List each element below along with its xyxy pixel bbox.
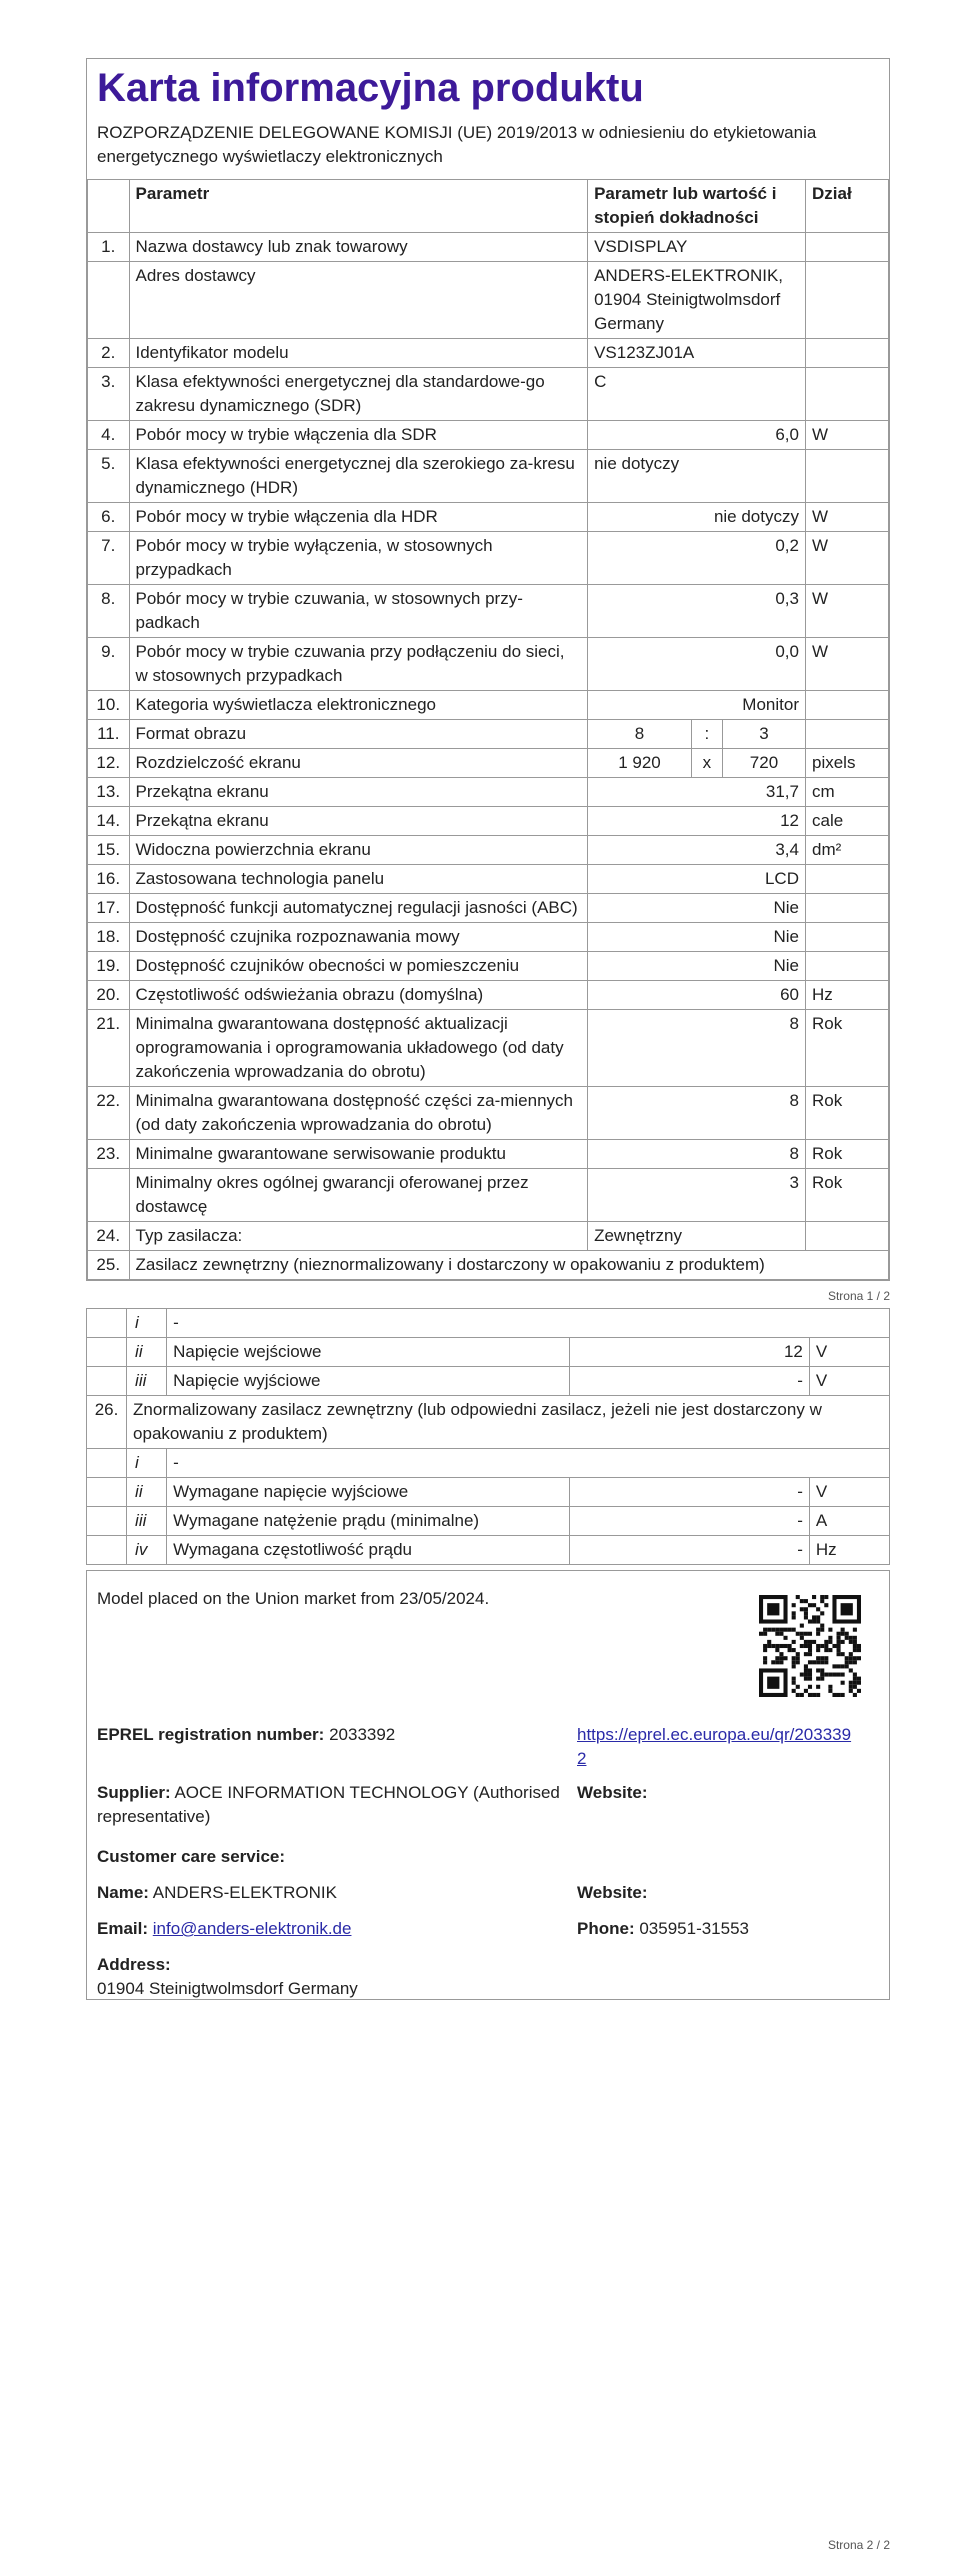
regulation-subtitle: ROZPORZĄDZENIE DELEGOWANE KOMISJI (UE) 2019/2013 w odniesieniu do etykietowania energetycznego wyświetlaczy elektronicznych bbox=[97, 123, 817, 166]
table-row bbox=[88, 923, 889, 952]
row-number: 25. bbox=[88, 1251, 130, 1280]
row-section: W bbox=[805, 421, 888, 450]
row-parameter: Dostępność czujników obecności w pomieszczeniu bbox=[129, 952, 588, 981]
sub-row-spacer bbox=[87, 1478, 127, 1507]
row-parameter: Przekątna ekranu bbox=[129, 778, 588, 807]
row-parameter: Klasa efektywności energetycznej dla standardowe-go zakresu dynamicznego (SDR) bbox=[129, 368, 588, 421]
sub-row-index: ii bbox=[127, 1338, 167, 1367]
name-value: ANDERS-ELEKTRONIK bbox=[152, 1883, 337, 1902]
row-value: LCD bbox=[588, 865, 806, 894]
table-header-row bbox=[88, 180, 889, 233]
row-number: 13. bbox=[88, 778, 130, 807]
sub-row bbox=[87, 1309, 890, 1338]
table-row bbox=[88, 1169, 889, 1222]
column-header-param: Parametr bbox=[129, 180, 588, 233]
row-value: ANDERS-ELEKTRONIK, 01904 Steinigtwolmsdorf Germany bbox=[588, 262, 806, 339]
row-section: W bbox=[805, 638, 888, 691]
sub-row-parameter: Napięcie wyjściowe bbox=[167, 1367, 569, 1396]
row-section: Hz bbox=[805, 981, 888, 1010]
row-parameter: Pobór mocy w trybie czuwania, w stosownych przy-padkach bbox=[129, 585, 588, 638]
sub-row bbox=[87, 1507, 890, 1536]
row-number: 17. bbox=[88, 894, 130, 923]
row-number bbox=[88, 1169, 130, 1222]
column-header-value: Parametr lub wartość i stopień dokładności bbox=[588, 180, 806, 233]
table-row bbox=[88, 233, 889, 262]
table-row bbox=[88, 1140, 889, 1169]
eprel-registration-value: 2033392 bbox=[329, 1725, 396, 1744]
table-row bbox=[88, 1087, 889, 1140]
row-number: 14. bbox=[88, 807, 130, 836]
row-section bbox=[805, 233, 888, 262]
row-section: W bbox=[805, 585, 888, 638]
sub-row-value: - bbox=[569, 1478, 809, 1507]
sub-row-index: iii bbox=[127, 1367, 167, 1396]
row-number: 22. bbox=[88, 1087, 130, 1140]
page-title: Karta informacyjna produktu bbox=[97, 66, 644, 110]
sub-row-unit: V bbox=[809, 1478, 889, 1507]
table-row bbox=[88, 1010, 889, 1087]
sub-row-parameter: Wymagane napięcie wyjściowe bbox=[167, 1478, 569, 1507]
sub-row-index: iii bbox=[127, 1507, 167, 1536]
row-section bbox=[805, 339, 888, 368]
row-parameter: Przekątna ekranu bbox=[129, 807, 588, 836]
sub-row-index: iv bbox=[127, 1536, 167, 1565]
page-number: Strona 2 / 2 bbox=[827, 2538, 890, 2552]
sub-row-unit: V bbox=[809, 1338, 889, 1367]
row-section bbox=[805, 691, 888, 720]
address-label: Address: bbox=[97, 1955, 171, 1974]
row-parameter: Zasilacz zewnętrzny (nieznormalizowany i dostarczony w opakowaniu z produktem) bbox=[129, 1251, 889, 1280]
address-value: 01904 Steinigtwolmsdorf Germany bbox=[97, 1979, 358, 1998]
row-section: Rok bbox=[805, 1087, 888, 1140]
row-parameter: Pobór mocy w trybie czuwania przy podłączeniu do sieci, w stosownych przypadkach bbox=[129, 638, 588, 691]
row-section: W bbox=[805, 503, 888, 532]
row-value: 0,0 bbox=[588, 638, 806, 691]
email-link[interactable]: info@anders-elektronik.de bbox=[152, 1919, 352, 1938]
table-row bbox=[88, 503, 889, 532]
row-number: 21. bbox=[88, 1010, 130, 1087]
table-row bbox=[88, 585, 889, 638]
eprel-info-box bbox=[86, 1570, 890, 2000]
sub-row-value: 12 bbox=[569, 1338, 809, 1367]
sub-row-value: - bbox=[569, 1507, 809, 1536]
row-number: 24. bbox=[88, 1222, 130, 1251]
table-row bbox=[88, 836, 889, 865]
parameters-table bbox=[87, 179, 889, 1280]
sub-row bbox=[87, 1367, 890, 1396]
row-section: W bbox=[805, 532, 888, 585]
row-value-a: 8 bbox=[588, 720, 692, 749]
row-parameter: Minimalne gwarantowane serwisowanie produktu bbox=[129, 1140, 588, 1169]
sub-row-spacer bbox=[87, 1367, 127, 1396]
row-number: 15. bbox=[88, 836, 130, 865]
table-row bbox=[88, 807, 889, 836]
qr-code[interactable] bbox=[759, 1595, 861, 1697]
power-supply-table bbox=[86, 1308, 890, 1565]
table-row bbox=[88, 749, 889, 778]
table-row bbox=[88, 262, 889, 339]
row-value-a: 1 920 bbox=[588, 749, 692, 778]
eprel-registration-label: EPREL registration number: bbox=[97, 1725, 325, 1744]
row-number: 18. bbox=[88, 923, 130, 952]
row-section: Rok bbox=[805, 1140, 888, 1169]
row-value-separator: : bbox=[691, 720, 722, 749]
row-value: 0,3 bbox=[588, 585, 806, 638]
page-number: Strona 1 / 2 bbox=[827, 1289, 890, 1303]
table-row bbox=[88, 865, 889, 894]
row-value: VS123ZJ01A bbox=[588, 339, 806, 368]
row-parameter: Nazwa dostawcy lub znak towarowy bbox=[129, 233, 588, 262]
row-number: 11. bbox=[88, 720, 130, 749]
row-parameter: Pobór mocy w trybie włączenia dla HDR bbox=[129, 503, 588, 532]
table-row bbox=[88, 638, 889, 691]
row-section bbox=[805, 720, 888, 749]
row-section: dm² bbox=[805, 836, 888, 865]
phone-value: 035951-31553 bbox=[639, 1919, 750, 1938]
table-row bbox=[88, 450, 889, 503]
row-value: Nie bbox=[588, 894, 806, 923]
row-value: Nie bbox=[588, 952, 806, 981]
row-parameter: Minimalna gwarantowana dostępność aktualizacji oprogramowania i oprogramowania układowego (od daty zakończenia wprowadzania do obrotu) bbox=[129, 1010, 588, 1087]
sub-row-spacer bbox=[87, 1449, 127, 1478]
row-parameter: Minimalna gwarantowana dostępność części za-miennych (od daty zakończenia wprowadzania do obrotu) bbox=[129, 1087, 588, 1140]
row-value: nie dotyczy bbox=[588, 450, 806, 503]
row-number: 9. bbox=[88, 638, 130, 691]
row-value-b: 3 bbox=[722, 720, 805, 749]
sub-row-index: ii bbox=[127, 1478, 167, 1507]
row-parameter: Pobór mocy w trybie włączenia dla SDR bbox=[129, 421, 588, 450]
website-label: Website: bbox=[577, 1783, 648, 1802]
row-parameter: Częstotliwość odświeżania obrazu (domyślna) bbox=[129, 981, 588, 1010]
table-row bbox=[87, 1396, 890, 1449]
table-row bbox=[88, 1251, 889, 1280]
supplier-value: AOCE INFORMATION TECHNOLOGY (Authorised representative) bbox=[97, 1783, 560, 1826]
sub-row-spacer bbox=[87, 1536, 127, 1565]
row-value: C bbox=[588, 368, 806, 421]
sub-row-unit: Hz bbox=[809, 1536, 889, 1565]
table-row bbox=[88, 894, 889, 923]
market-placement-text: Model placed on the Union market from 23/05/2024. bbox=[97, 1589, 490, 1608]
row-number: 12. bbox=[88, 749, 130, 778]
row-value: 8 bbox=[588, 1010, 806, 1087]
table-row bbox=[88, 368, 889, 421]
sub-row bbox=[87, 1478, 890, 1507]
email-label: Email: bbox=[97, 1919, 149, 1938]
row-value: 12 bbox=[588, 807, 806, 836]
phone-label: Phone: bbox=[577, 1919, 635, 1938]
row-value: 3 bbox=[588, 1169, 806, 1222]
row-section bbox=[805, 1222, 888, 1251]
column-header-section: Dział bbox=[805, 180, 888, 233]
row-value: 3,4 bbox=[588, 836, 806, 865]
row-number: 6. bbox=[88, 503, 130, 532]
sub-row-parameter: - bbox=[167, 1449, 890, 1478]
row-number: 7. bbox=[88, 532, 130, 585]
sub-row-parameter: Wymagane natężenie prądu (minimalne) bbox=[167, 1507, 569, 1536]
row-number: 20. bbox=[88, 981, 130, 1010]
row-number: 23. bbox=[88, 1140, 130, 1169]
row-number: 10. bbox=[88, 691, 130, 720]
website2-label: Website: bbox=[577, 1883, 648, 1902]
row-section: Rok bbox=[805, 1169, 888, 1222]
row-parameter: Rozdzielczość ekranu bbox=[129, 749, 588, 778]
row-value: Monitor bbox=[588, 691, 806, 720]
row-value: 8 bbox=[588, 1087, 806, 1140]
eprel-link[interactable]: https://eprel.ec.europa.eu/qr/2033392 bbox=[577, 1725, 852, 1768]
table-row bbox=[88, 720, 889, 749]
row-number: 1. bbox=[88, 233, 130, 262]
row-number: 5. bbox=[88, 450, 130, 503]
sub-row-index: i bbox=[127, 1449, 167, 1478]
product-info-sheet bbox=[86, 58, 890, 1281]
row-section bbox=[805, 450, 888, 503]
row-number: 8. bbox=[88, 585, 130, 638]
table-row bbox=[88, 532, 889, 585]
sub-row-index: i bbox=[127, 1309, 167, 1338]
row-number: 2. bbox=[88, 339, 130, 368]
row-number: 4. bbox=[88, 421, 130, 450]
row-number: 16. bbox=[88, 865, 130, 894]
sub-row bbox=[87, 1536, 890, 1565]
row-value: 0,2 bbox=[588, 532, 806, 585]
row-parameter: Format obrazu bbox=[129, 720, 588, 749]
row-value: Nie bbox=[588, 923, 806, 952]
row-parameter: Pobór mocy w trybie wyłączenia, w stosownych przypadkach bbox=[129, 532, 588, 585]
sub-row-spacer bbox=[87, 1507, 127, 1536]
table-row bbox=[88, 981, 889, 1010]
row-section bbox=[805, 894, 888, 923]
sub-row-value: - bbox=[569, 1536, 809, 1565]
row-parameter: Typ zasilacza: bbox=[129, 1222, 588, 1251]
row-section: cale bbox=[805, 807, 888, 836]
sub-row-spacer bbox=[87, 1309, 127, 1338]
table-row bbox=[88, 1222, 889, 1251]
row-section: Rok bbox=[805, 1010, 888, 1087]
row-value: 31,7 bbox=[588, 778, 806, 807]
row-section bbox=[805, 952, 888, 981]
row-section bbox=[805, 262, 888, 339]
row-parameter: Zastosowana technologia panelu bbox=[129, 865, 588, 894]
sub-row-unit: V bbox=[809, 1367, 889, 1396]
table-row bbox=[88, 778, 889, 807]
row-number bbox=[88, 262, 130, 339]
sub-row bbox=[87, 1449, 890, 1478]
customer-care-label: Customer care service: bbox=[97, 1847, 286, 1866]
row-value: nie dotyczy bbox=[588, 503, 806, 532]
row-number: 19. bbox=[88, 952, 130, 981]
row-section: cm bbox=[805, 778, 888, 807]
row-parameter: Adres dostawcy bbox=[129, 262, 588, 339]
sub-row-spacer bbox=[87, 1338, 127, 1367]
table-row bbox=[88, 952, 889, 981]
row-parameter: Widoczna powierzchnia ekranu bbox=[129, 836, 588, 865]
sub-row-parameter: Wymagana częstotliwość prądu bbox=[167, 1536, 569, 1565]
row-section: pixels bbox=[805, 749, 888, 778]
row-parameter: Dostępność czujnika rozpoznawania mowy bbox=[129, 923, 588, 952]
row-value: VSDISPLAY bbox=[588, 233, 806, 262]
row-value: 8 bbox=[588, 1140, 806, 1169]
continuation-table bbox=[86, 1308, 890, 1565]
row-parameter: Dostępność funkcji automatycznej regulacji jasności (ABC) bbox=[129, 894, 588, 923]
row-value-b: 720 bbox=[722, 749, 805, 778]
sub-row-unit: A bbox=[809, 1507, 889, 1536]
row-value-separator: x bbox=[691, 749, 722, 778]
row-parameter: Identyfikator modelu bbox=[129, 339, 588, 368]
row-value: 6,0 bbox=[588, 421, 806, 450]
name-label: Name: bbox=[97, 1883, 149, 1902]
row-parameter: Minimalny okres ogólnej gwarancji oferowanej przez dostawcę bbox=[129, 1169, 588, 1222]
row-parameter: Znormalizowany zasilacz zewnętrzny (lub odpowiedni zasilacz, jeżeli nie jest dostarczony w opakowaniu z produktem) bbox=[127, 1396, 890, 1449]
row-section bbox=[805, 923, 888, 952]
table-row bbox=[88, 421, 889, 450]
row-value: Zewnętrzny bbox=[588, 1222, 806, 1251]
row-value: 60 bbox=[588, 981, 806, 1010]
row-parameter: Kategoria wyświetlacza elektronicznego bbox=[129, 691, 588, 720]
sub-row bbox=[87, 1338, 890, 1367]
sub-row-parameter: - bbox=[167, 1309, 890, 1338]
row-number: 3. bbox=[88, 368, 130, 421]
sub-row-value: - bbox=[569, 1367, 809, 1396]
row-number: 26. bbox=[87, 1396, 127, 1449]
row-section bbox=[805, 865, 888, 894]
row-parameter: Klasa efektywności energetycznej dla szerokiego za-kresu dynamicznego (HDR) bbox=[129, 450, 588, 503]
table-row bbox=[88, 339, 889, 368]
row-section bbox=[805, 368, 888, 421]
supplier-label: Supplier: bbox=[97, 1783, 171, 1802]
sub-row-parameter: Napięcie wejściowe bbox=[167, 1338, 569, 1367]
table-row bbox=[88, 691, 889, 720]
